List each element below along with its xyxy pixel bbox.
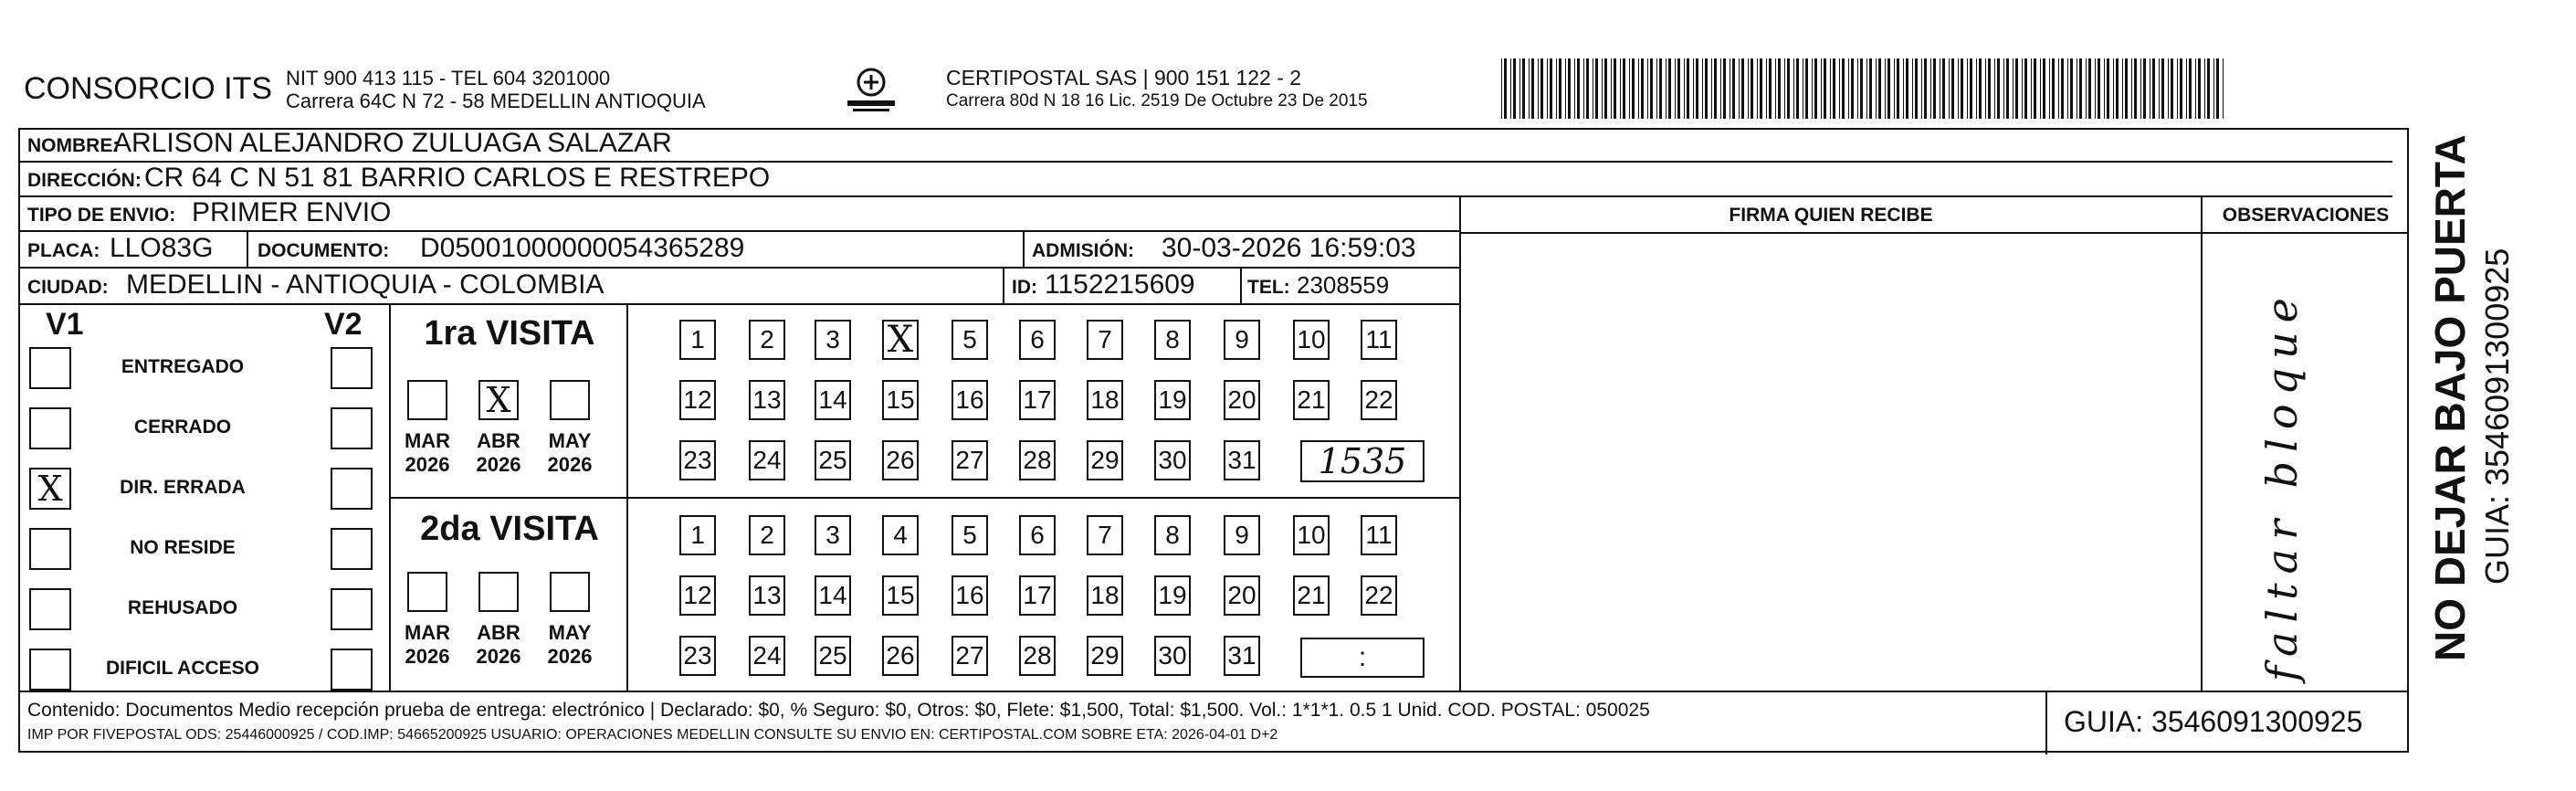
company-address: Carrera 64C N 72 - 58 MEDELLIN ANTIOQUIA bbox=[286, 90, 706, 112]
day-checkbox[interactable]: 26 bbox=[882, 636, 919, 676]
day-checkbox[interactable]: 1 bbox=[679, 320, 716, 360]
day-checkbox[interactable]: 28 bbox=[1019, 440, 1056, 480]
day-checkbox[interactable]: 15 bbox=[882, 575, 919, 616]
day-checkbox[interactable]: 4 bbox=[882, 515, 919, 555]
v1-label: V1 bbox=[46, 307, 84, 342]
status-label: DIFICIL ACCESO bbox=[105, 658, 259, 679]
status-v1-checkbox[interactable]: X bbox=[29, 468, 71, 510]
side-guia: GUIA: 3546091300925 bbox=[2478, 248, 2516, 585]
day-checkbox[interactable]: 29 bbox=[1087, 440, 1123, 480]
day-checkbox[interactable]: 7 bbox=[1087, 515, 1123, 555]
day-checkbox[interactable]: 17 bbox=[1019, 380, 1056, 420]
ciudad-label: CIUDAD: bbox=[27, 277, 109, 298]
day-checkbox[interactable]: 12 bbox=[679, 575, 716, 616]
status-label: NO RESIDE bbox=[130, 537, 236, 558]
day-checkbox[interactable]: 15 bbox=[882, 380, 919, 420]
month-year: 2026 bbox=[547, 645, 593, 668]
tipo-value: PRIMER ENVIO bbox=[192, 197, 392, 227]
month-label: ABR bbox=[477, 621, 520, 644]
day-checkbox[interactable]: 25 bbox=[815, 636, 851, 676]
day-checkbox[interactable]: 28 bbox=[1019, 636, 1056, 676]
status-label: DIR. ERRADA bbox=[120, 477, 246, 498]
company-nit: NIT 900 413 115 - TEL 604 3201000 bbox=[286, 67, 611, 90]
day-checkbox[interactable]: 21 bbox=[1293, 575, 1330, 616]
month-checkbox[interactable] bbox=[478, 572, 519, 612]
day-checkbox[interactable]: 27 bbox=[952, 440, 988, 480]
day-checkbox[interactable]: 22 bbox=[1361, 575, 1397, 616]
day-checkbox[interactable]: 18 bbox=[1087, 380, 1123, 420]
day-checkbox[interactable]: X bbox=[882, 320, 919, 360]
carrier-nit: CERTIPOSTAL SAS | 900 151 122 - 2 bbox=[946, 66, 1302, 90]
day-checkbox[interactable]: 13 bbox=[749, 575, 785, 616]
day-checkbox[interactable]: 24 bbox=[749, 636, 785, 676]
id-label: ID: bbox=[1012, 277, 1037, 298]
day-checkbox[interactable]: 26 bbox=[882, 440, 919, 480]
tipo-label: TIPO DE ENVIO: bbox=[27, 205, 176, 226]
month-checkbox[interactable] bbox=[407, 380, 447, 420]
placa-label: PLACA: bbox=[27, 240, 100, 261]
admision-value: 30-03-2026 16:59:03 bbox=[1162, 233, 1416, 263]
day-checkbox[interactable]: 8 bbox=[1154, 320, 1191, 360]
visit-1-title: 1ra VISITA bbox=[424, 314, 595, 353]
day-checkbox[interactable]: 30 bbox=[1154, 440, 1191, 480]
documento-label: DOCUMENTO: bbox=[258, 240, 390, 261]
month-year: 2026 bbox=[476, 453, 521, 476]
day-checkbox[interactable]: 2 bbox=[749, 515, 785, 555]
day-checkbox[interactable]: 10 bbox=[1293, 320, 1330, 360]
status-v1-checkbox[interactable] bbox=[29, 588, 71, 630]
carrier-info bbox=[946, 67, 1368, 112]
day-checkbox[interactable]: 11 bbox=[1361, 515, 1397, 555]
nombre-label: NOMBRE: bbox=[27, 135, 120, 156]
row-ciudad bbox=[18, 269, 1459, 305]
row-tipo bbox=[18, 197, 1459, 232]
day-checkbox[interactable]: 2 bbox=[749, 320, 785, 360]
direccion-label: DIRECCIÓN: bbox=[27, 170, 142, 191]
month-year: 2026 bbox=[405, 645, 450, 668]
visit-1-panel bbox=[391, 305, 1459, 499]
footer-guia: GUIA: 3546091300925 bbox=[2064, 705, 2363, 738]
day-checkbox[interactable]: 5 bbox=[952, 515, 988, 555]
day-checkbox[interactable]: 23 bbox=[679, 440, 716, 480]
month-label: MAY bbox=[548, 621, 592, 644]
day-checkbox[interactable]: 29 bbox=[1087, 636, 1123, 676]
day-checkbox[interactable]: 24 bbox=[749, 440, 785, 480]
day-checkbox[interactable]: 19 bbox=[1154, 380, 1191, 420]
signature-area[interactable] bbox=[1461, 234, 2199, 691]
day-checkbox[interactable]: 18 bbox=[1087, 575, 1123, 616]
barcode bbox=[1498, 58, 2228, 119]
footer-content-line: Contenido: Documentos Medio recepción prueba de entrega: electrónico | Declarado: $0, % Seguro: $0, Otros: $0, Flete: $1,500, Total: $1,500. Vol.: 1*1*1. 0.5 1 Unid. COD. POSTAL: 050025 bbox=[27, 700, 1650, 721]
day-checkbox[interactable]: 13 bbox=[749, 380, 785, 420]
day-checkbox[interactable]: 20 bbox=[1224, 380, 1260, 420]
day-checkbox[interactable]: 14 bbox=[815, 380, 851, 420]
day-checkbox[interactable]: 19 bbox=[1154, 575, 1191, 616]
placa-value: LLO83G bbox=[110, 233, 214, 263]
day-checkbox[interactable]: 11 bbox=[1361, 320, 1397, 360]
day-checkbox[interactable]: 3 bbox=[815, 515, 851, 555]
month-checkbox[interactable] bbox=[407, 572, 447, 612]
status-v1-checkbox[interactable] bbox=[29, 649, 71, 691]
status-v2-checkbox[interactable] bbox=[331, 528, 373, 570]
carrier-license: Carrera 80d N 18 16 Lic. 2519 De Octubre 23 De 2015 bbox=[946, 91, 1368, 111]
day-checkbox[interactable]: 9 bbox=[1224, 320, 1260, 360]
visit-2-panel bbox=[391, 499, 1459, 691]
row-placa bbox=[18, 232, 1459, 269]
month-checkbox[interactable] bbox=[550, 572, 590, 612]
footer-print-line: IMP POR FIVEPOSTAL ODS: 25446000925 / COD.IMP: 54665200925 USUARIO: OPERACIONES MEDELLIN CONSULTE SU ENVIO EN: CERTIPOSTAL.COM SOBRE ETA: 2026-04-01 D+2 bbox=[27, 727, 1278, 743]
status-label: CERRADO bbox=[133, 417, 232, 438]
day-checkbox[interactable]: 31 bbox=[1224, 636, 1260, 676]
day-checkbox[interactable]: 12 bbox=[679, 380, 716, 420]
visit-2-time-field[interactable]: : bbox=[1300, 638, 1425, 678]
observaciones-handwritten: faltar bloque bbox=[2257, 289, 2307, 681]
day-checkbox[interactable]: 25 bbox=[815, 440, 851, 480]
day-checkbox[interactable]: 3 bbox=[815, 320, 851, 360]
month-label: MAR bbox=[404, 429, 451, 452]
status-v2-checkbox[interactable] bbox=[331, 649, 373, 691]
visit-1-time-field[interactable]: 1535 bbox=[1300, 440, 1425, 482]
v2-label: V2 bbox=[324, 307, 363, 342]
tel-value: 2308559 bbox=[1297, 271, 1390, 299]
day-checkbox[interactable]: 7 bbox=[1087, 320, 1123, 360]
status-v2-checkbox[interactable] bbox=[331, 407, 373, 449]
certipostal-logo-icon bbox=[844, 64, 899, 115]
month-year: 2026 bbox=[547, 453, 593, 476]
month-label: MAR bbox=[404, 621, 451, 644]
status-v1-checkbox[interactable] bbox=[29, 347, 71, 389]
company-info bbox=[286, 67, 706, 112]
day-checkbox[interactable]: 20 bbox=[1224, 575, 1260, 616]
status-v2-checkbox[interactable] bbox=[331, 588, 373, 630]
month-label: MAY bbox=[548, 429, 592, 452]
status-label: ENTREGADO bbox=[121, 356, 245, 377]
month-year: 2026 bbox=[476, 645, 521, 668]
observaciones-area[interactable] bbox=[2203, 234, 2409, 691]
day-checkbox[interactable]: 10 bbox=[1293, 515, 1330, 555]
month-label: ABR bbox=[477, 429, 520, 452]
footer bbox=[18, 691, 2409, 753]
day-checkbox[interactable]: 9 bbox=[1224, 515, 1260, 555]
day-checkbox[interactable]: 22 bbox=[1361, 380, 1397, 420]
direccion-value: CR 64 C N 51 81 BARRIO CARLOS E RESTREPO bbox=[144, 163, 771, 193]
day-checkbox[interactable]: 16 bbox=[952, 380, 988, 420]
status-v1-checkbox[interactable] bbox=[29, 528, 71, 570]
documento-value: D05001000000054365289 bbox=[420, 233, 745, 263]
visit-2-title: 2da VISITA bbox=[420, 510, 599, 548]
id-value: 1152215609 bbox=[1045, 269, 1195, 300]
status-label: REHUSADO bbox=[127, 597, 238, 618]
admision-label: ADMISIÓN: bbox=[1032, 240, 1134, 261]
day-checkbox[interactable]: 21 bbox=[1293, 380, 1330, 420]
day-checkbox[interactable]: 23 bbox=[679, 636, 716, 676]
day-checkbox[interactable]: 16 bbox=[952, 575, 988, 616]
status-v2-checkbox[interactable] bbox=[331, 347, 373, 389]
day-checkbox[interactable]: 6 bbox=[1019, 515, 1056, 555]
ciudad-value: MEDELLIN - ANTIOQUIA - COLOMBIA bbox=[126, 269, 605, 300]
firma-label: FIRMA QUIEN RECIBE bbox=[1729, 205, 1933, 226]
day-checkbox[interactable]: 8 bbox=[1154, 515, 1191, 555]
status-panel bbox=[18, 305, 391, 691]
row-nombre bbox=[18, 128, 2392, 163]
day-checkbox[interactable]: 27 bbox=[952, 636, 988, 676]
no-dejar-bajo-puerta-label: NO DEJAR BAJO PUERTA bbox=[2426, 134, 2474, 661]
day-checkbox[interactable]: 17 bbox=[1019, 575, 1056, 616]
day-checkbox[interactable]: 31 bbox=[1224, 440, 1260, 480]
month-checkbox[interactable] bbox=[550, 380, 590, 420]
day-checkbox[interactable]: 14 bbox=[815, 575, 851, 616]
row-direccion bbox=[18, 163, 2392, 197]
nombre-value: ARLISON ALEJANDRO ZULUAGA SALAZAR bbox=[113, 128, 672, 158]
month-year: 2026 bbox=[405, 453, 450, 476]
day-checkbox[interactable]: 1 bbox=[679, 515, 716, 555]
day-checkbox[interactable]: 5 bbox=[952, 320, 988, 360]
status-v1-checkbox[interactable] bbox=[29, 407, 71, 449]
tel-label: TEL: bbox=[1247, 277, 1290, 298]
observaciones-label: OBSERVACIONES bbox=[2222, 205, 2390, 226]
day-checkbox[interactable]: 30 bbox=[1154, 636, 1191, 676]
status-v2-checkbox[interactable] bbox=[331, 468, 373, 510]
company-name: CONSORCIO ITS bbox=[24, 71, 273, 106]
day-checkbox[interactable]: 6 bbox=[1019, 320, 1056, 360]
month-checkbox[interactable]: X bbox=[478, 380, 519, 420]
